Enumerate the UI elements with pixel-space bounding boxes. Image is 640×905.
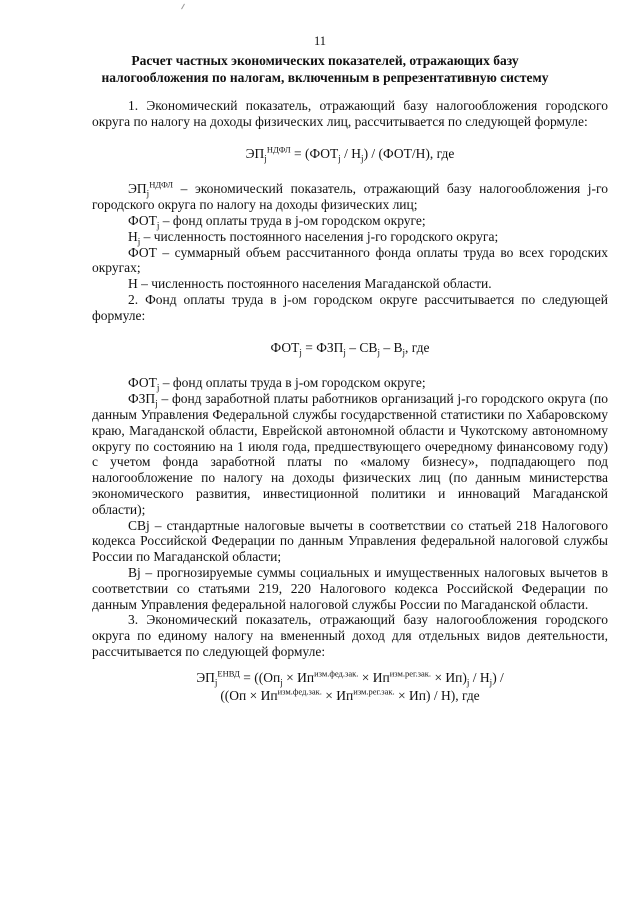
formula-ndfl: $ЭП_j^{НДФЛ} = (ФОТ_j / Н_j) / (ФОТ/Н)$, где: [245, 144, 455, 164]
definition-ep-ndfl: $ЭП_j^{НДФЛ}$ – экономический показатель, отражающий базу налогообложения j-го городского округа по налогу на доходы физических лиц;: [92, 179, 608, 213]
definition-vj: Вj – прогнозируемые суммы социальных и имущественных налоговых вычетов в соответствии со статьями 219, 220 Налогового кодекса Российской Федерации по данным Управления федеральной налоговой службы России по Магаданской области.: [92, 564, 608, 612]
definition-svj: СВj – стандартные налоговые вычеты в соответствии со статьей 218 Налогового кодекса Российской Федерации по данным Управления федеральной налоговой службы России по Магаданской области;: [92, 517, 608, 565]
section-1-text: 1. Экономический показатель, отражающий базу налогообложения городского округа по налогу на доходы физических лиц, рассчитывается по следующей формуле:: [92, 98, 608, 129]
document-title: [95, 52, 555, 86]
formula-fot: $ФОТ_j = ФЗП_j - СВ_j - В_j$, где: [270, 339, 430, 358]
scan-mark: [181, 4, 185, 10]
formula-envd-line-1: $ЭП_j^{ЕНВД} = ((Оп_j \times Ип^{изм.фед.зак.} \times Ип^{изм.рег.зак.} \times Ип)_j / Н_j)$ /: [196, 668, 504, 688]
formula-envd: [92, 669, 608, 705]
title-line-1: Расчет частных экономических показателей, отражающих базу: [131, 53, 519, 68]
definition-h: Н – численность постоянного населения Магаданской области.: [128, 276, 492, 292]
definition-fot-j: $ФОТ_j$ – фонд оплаты труда в j-ом городском округе;: [128, 212, 426, 231]
section-2-text: 2. Фонд оплаты труда в j-ом городском округе рассчитывается по следующей формуле:: [92, 291, 608, 323]
formula-envd-line-2: $((Оп \times Ип^{изм.фед.зак.} \times Ип^{изм.рег.зак.} \times Ип) / Н)$, где: [220, 686, 480, 703]
definition-fot-j-2: $ФОТ_j$ – фонд оплаты труда в j-ом городском округе;: [128, 375, 426, 394]
definition-fot: ФОТ – суммарный объем рассчитанного фонда оплаты труда во всех городских округах;: [92, 244, 608, 276]
page-number: 11: [313, 34, 327, 48]
definition-fzp: $ФЗП_j$ – фонд заработной платы работников организаций j-го городского округа (по данным Управления Федеральной службы государственной статистики по Хабаровскому краю, Магаданской области, Еврейской автономной области и Чукотскому автономному округу по состоянию на 1 июля года, предшествующего очередному финансовому году) с учетом фонда заработной платы по «малому бизнесу», подпадающего под налогообложение по налогу на доходы физических лиц (по данным министерства экономического развития, инвестиционной политики и инноваций Магаданской области);: [92, 391, 608, 517]
document-body: [92, 98, 608, 707]
definition-h-j: $Н_j$ – численность постоянного населения j-го городского округа;: [128, 228, 499, 247]
title-line-2: налогообложения по налогам, включенным в репрезентативную систему: [101, 70, 549, 85]
section-3-text: 3. Экономический показатель, отражающий базу налогообложения городского округа по единому налогу на вмененный доход для отдельных видов деятельности, рассчитывается по следующей формуле:: [92, 612, 608, 659]
